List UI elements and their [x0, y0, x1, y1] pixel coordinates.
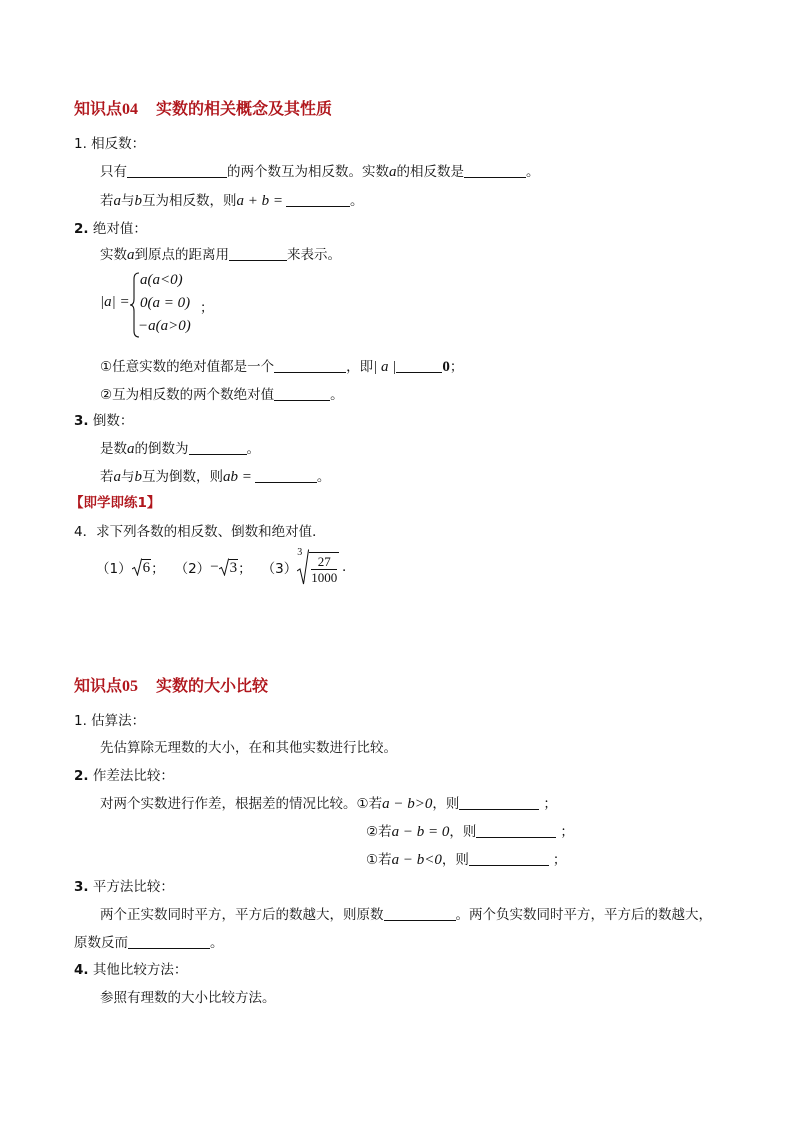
text: 作差法比较：	[92, 768, 174, 784]
fraction	[311, 554, 337, 585]
radical-icon	[219, 558, 229, 576]
text: 两个正实数同时平方，平方后的数越大，则原数	[100, 907, 384, 923]
practice-question: 4．求下列各数的相反数、倒数和绝对值．	[74, 524, 326, 540]
text: 。	[526, 164, 540, 180]
text: 。两个负实数同时平方，平方后的数越大，	[455, 907, 712, 923]
text: 只有	[100, 164, 127, 180]
difference-line-3	[366, 848, 566, 869]
text: ①任意实数的绝对值都是一个	[100, 359, 275, 375]
text: 绝对值：	[92, 221, 147, 237]
case-negative: a(a<0)	[140, 272, 183, 288]
answer-blank[interactable]	[274, 386, 330, 401]
text: 倒数：	[92, 413, 134, 429]
opposite-label: 1. 相反数：	[74, 136, 146, 152]
answer-blank[interactable]	[189, 440, 247, 455]
expression: a − b = 0	[391, 824, 450, 840]
expression: a + b =	[236, 193, 283, 209]
case-zero: 0(a = 0)	[140, 295, 191, 311]
text: 原数反而	[74, 935, 128, 951]
root-index: 3	[297, 547, 303, 558]
text: ，则	[432, 796, 460, 812]
title-prefix: 知识点	[74, 676, 123, 695]
numerator: 27	[317, 554, 331, 569]
var-a: a	[127, 247, 135, 263]
reciprocal-line-2	[100, 465, 330, 486]
minus-sign: −	[210, 558, 219, 575]
square-line-1	[100, 903, 712, 923]
text: ；	[449, 359, 464, 375]
text: 与	[121, 193, 135, 209]
cube-root-fraction	[297, 549, 339, 585]
difference-line-1	[100, 792, 557, 813]
section-05-title	[74, 673, 268, 696]
text: 平方法比较：	[92, 879, 174, 895]
item-label: （2）	[174, 561, 211, 577]
absolute-line-1	[100, 243, 341, 264]
text: ；	[560, 824, 574, 840]
item-number: 4.	[74, 962, 89, 978]
title-text: 实数的相关概念及其性质	[156, 99, 333, 118]
absolute-label	[74, 217, 147, 237]
var-b: b	[134, 469, 142, 485]
estimate-label: 1. 估算法：	[74, 713, 146, 729]
item-label: （1）	[96, 561, 132, 577]
title-number: 04	[122, 101, 139, 118]
estimate-text: 先估算除无理数的大小，在和其他实数进行比较。	[100, 740, 397, 756]
absolute-piecewise	[100, 272, 220, 336]
text: 来表示。	[287, 247, 341, 263]
period: .	[342, 558, 346, 575]
answer-blank[interactable]	[459, 795, 539, 810]
practice-items	[96, 549, 346, 585]
answer-blank[interactable]	[384, 906, 456, 921]
text: 是数	[100, 441, 127, 457]
abs-a: | a |	[373, 359, 397, 375]
var-a: a	[113, 193, 121, 209]
text: 的倒数为	[134, 441, 189, 457]
square-line-2	[74, 931, 224, 951]
text: ②互为相反数的两个数绝对值	[100, 387, 275, 403]
answer-blank[interactable]	[127, 163, 227, 178]
text: 。	[330, 387, 344, 403]
reciprocal-label	[74, 409, 133, 429]
text: ，即	[346, 359, 374, 375]
text: ，则	[441, 852, 469, 868]
absolute-note-1	[100, 355, 463, 376]
text: 互为倒数，则	[142, 469, 223, 485]
reciprocal-line-1	[100, 437, 260, 458]
text: ①若	[356, 796, 383, 812]
title-prefix: 知识点	[74, 99, 123, 118]
var-a: a	[389, 164, 397, 180]
difference-label	[74, 764, 174, 784]
text: 的两个数互为相反数。实数	[227, 164, 389, 180]
opposite-line-2	[100, 189, 364, 210]
text: ；	[552, 852, 567, 868]
item-label: （3）	[261, 561, 298, 577]
var-b: b	[134, 193, 142, 209]
expression: ab =	[223, 469, 252, 485]
opposite-line-1	[100, 160, 540, 181]
item-number: 2.	[74, 221, 89, 237]
radicand: 3	[229, 560, 238, 576]
var-a: a	[113, 469, 121, 485]
text: 若	[100, 193, 114, 209]
answer-blank[interactable]	[274, 358, 346, 373]
text: 互为相反数，则	[142, 193, 237, 209]
zero: 0	[442, 359, 450, 375]
text: 。	[350, 193, 364, 209]
denominator: 1000	[311, 570, 338, 585]
text: 的相反数是	[396, 164, 464, 180]
text: 其他比较方法：	[92, 962, 188, 978]
text: ②若	[366, 824, 392, 840]
item-number: 2.	[74, 768, 89, 784]
text: ，则	[449, 824, 477, 840]
radical-icon	[132, 558, 142, 576]
text: ①若	[366, 852, 392, 868]
difference-line-2	[366, 820, 574, 841]
answer-blank[interactable]	[286, 192, 350, 207]
answer-blank[interactable]	[464, 163, 526, 178]
item-number: 3.	[74, 413, 89, 429]
answer-blank[interactable]	[255, 468, 317, 483]
text: 。	[210, 935, 224, 951]
other-text: 参照有理数的大小比较方法。	[100, 990, 276, 1006]
semicolon: ；	[200, 300, 214, 316]
text: 到原点的距离用	[134, 247, 229, 263]
expression: a − b<0	[391, 852, 442, 868]
absolute-note-2	[100, 383, 344, 403]
section-04-title	[74, 96, 332, 119]
text: 与	[121, 469, 135, 485]
sqrt-3	[219, 558, 239, 576]
var-a: a	[127, 441, 135, 457]
answer-blank[interactable]	[229, 246, 287, 261]
separator: ；	[151, 561, 165, 577]
answer-blank[interactable]	[128, 934, 210, 949]
separator: ；	[238, 561, 252, 577]
item-number: 3.	[74, 879, 89, 895]
text: 对两个实数进行作差，根据差的情况比较。	[100, 796, 357, 812]
text: 实数	[100, 247, 127, 263]
answer-blank[interactable]	[469, 851, 549, 866]
text: 。	[246, 441, 260, 457]
case-positive: −a(a>0)	[138, 318, 191, 334]
answer-blank[interactable]	[396, 358, 442, 373]
answer-blank[interactable]	[476, 823, 556, 838]
title-text: 实数的大小比较	[156, 676, 269, 695]
square-label	[74, 875, 174, 895]
expression: a − b>0	[382, 796, 433, 812]
text: 。	[316, 469, 331, 485]
title-number: 05	[122, 678, 139, 695]
sqrt-6	[132, 558, 152, 576]
practice-heading: 【即学即练1】	[70, 495, 161, 511]
piecewise-lhs: |a| =	[100, 294, 130, 310]
radicand: 6	[142, 560, 151, 576]
text: ；	[543, 796, 557, 812]
text: 若	[100, 469, 114, 485]
other-label	[74, 958, 187, 978]
